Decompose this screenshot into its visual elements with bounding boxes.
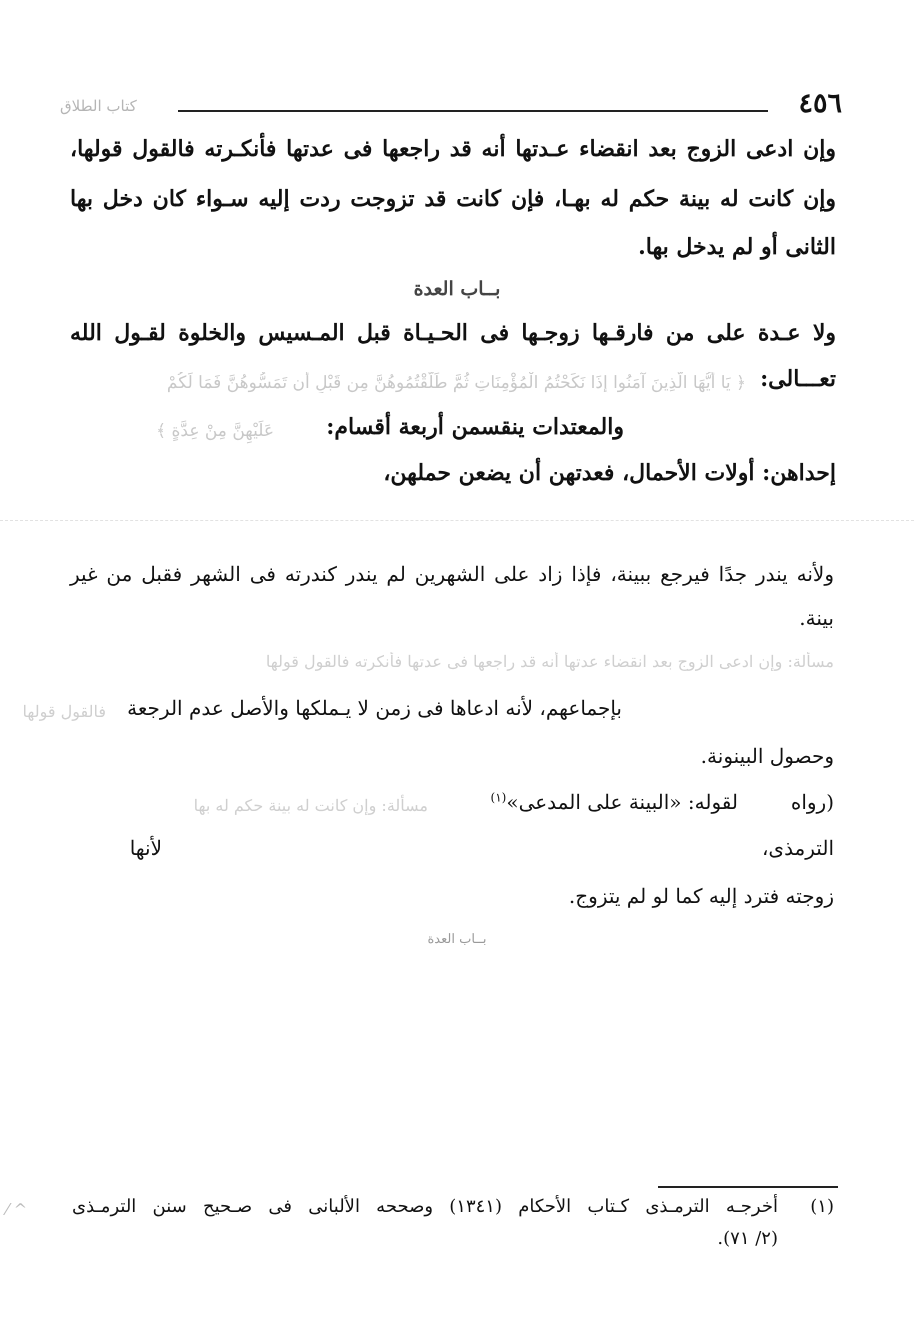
section-heading: بــاب العدة [413,278,501,300]
sharh-line-4: وحصول البينونة. [700,744,834,768]
footnote-rule [658,1186,838,1188]
page-number: ٤٥٦ [798,88,842,119]
matn-line-2: وإن كانت له بينة حكم له بهـا، فإن كانت قد تزوجت ردت إليه سـواء كان دخل بها [70,186,836,212]
footnote-number: (١) [810,1196,834,1217]
sharh-line-7: زوجته فترد إليه كما لو لم يتزوج. [568,884,834,908]
matn2-line-4: إحداهن: أولات الأحمال، فعدتهن أن يضعن حملهن، [383,460,836,486]
matn2-line-1: ولا عـدة على من فارقـها زوجـها فى الحـيـاة قبل المـسيس والخلوة لقـول الله [70,320,836,346]
matn-line-3: الثانى أو لم يدخل بها. [638,234,836,260]
quote-text: لقوله: «البينة على المدعى» [506,790,738,814]
matn2-line-2-label: تعـــالى: [760,366,836,392]
header-rule [178,110,768,112]
sharh-line-3: بإجماعهم، لأنه ادعاها فى زمن لا يـملكها والأصل عدم الرجعة [127,696,622,720]
footnote-line-2: (٢/ ٧١). [717,1228,778,1249]
sharh-line-6: الترمذى، [761,836,834,860]
running-title: كتاب الطلاق [60,97,137,115]
sharh-line-1: ولأنه يندر جدًا فيرجع ببينة، فإذا زاد على الشهرين لم يندر كندرته فى الشهر فقبل من غير [70,562,834,586]
faint-ornament: بــاب العدة [427,932,487,947]
sharh-line-3-faint: فالقول قولها [22,702,106,721]
matn2-line-3-quran: عَلَيْهِنَّ مِنْ عِدَّةٍ ﴾ [156,421,274,441]
sharh-line-5-end: (رواه [790,790,834,814]
sharh-line-5 [491,790,739,814]
sharh-line-6-end: لأنها [129,836,162,860]
scan-edge-mark: ⁄ ^ [6,1200,28,1219]
footnote-ref: (١) [490,790,507,805]
matn-line-1: وإن ادعى الزوج بعد انقضاء عـدتها أنه قد راجعها فى عدتها فأنكـرته فالقول قولها، [70,136,836,162]
faint-divider [0,520,914,521]
sharh-line-5-faint: مسألة: وإن كانت له بينة حكم له بها [193,796,428,815]
footnote-line-1: أخرجـه الترمـذى كـتاب الأحكام (١٣٤١) وصححه الألبانى فى صـحيح سنن الترمـذى [72,1196,778,1217]
matn2-line-2-quran: ﴿ يَا أَيُّهَا الَّذِينَ آمَنُوا إِذَا نَكَحْتُمُ الْمُؤْمِنَاتِ ثُمَّ طَلَّقْتُمُوهُنَّ مِن قَبْلِ أَن تَمَسُّوهُنَّ فَمَا لَكُمْ [166,373,746,393]
sharh-faint-line: مسألة: وإن ادعى الزوج بعد انقضاء عدتها أنه قد راجعها فى عدتها فأنكرته فالقول قولها [265,652,834,671]
matn2-line-3: والمعتدات ينقسمن أربعة أقسام: [326,414,624,440]
sharh-line-2: بينة. [799,606,834,630]
